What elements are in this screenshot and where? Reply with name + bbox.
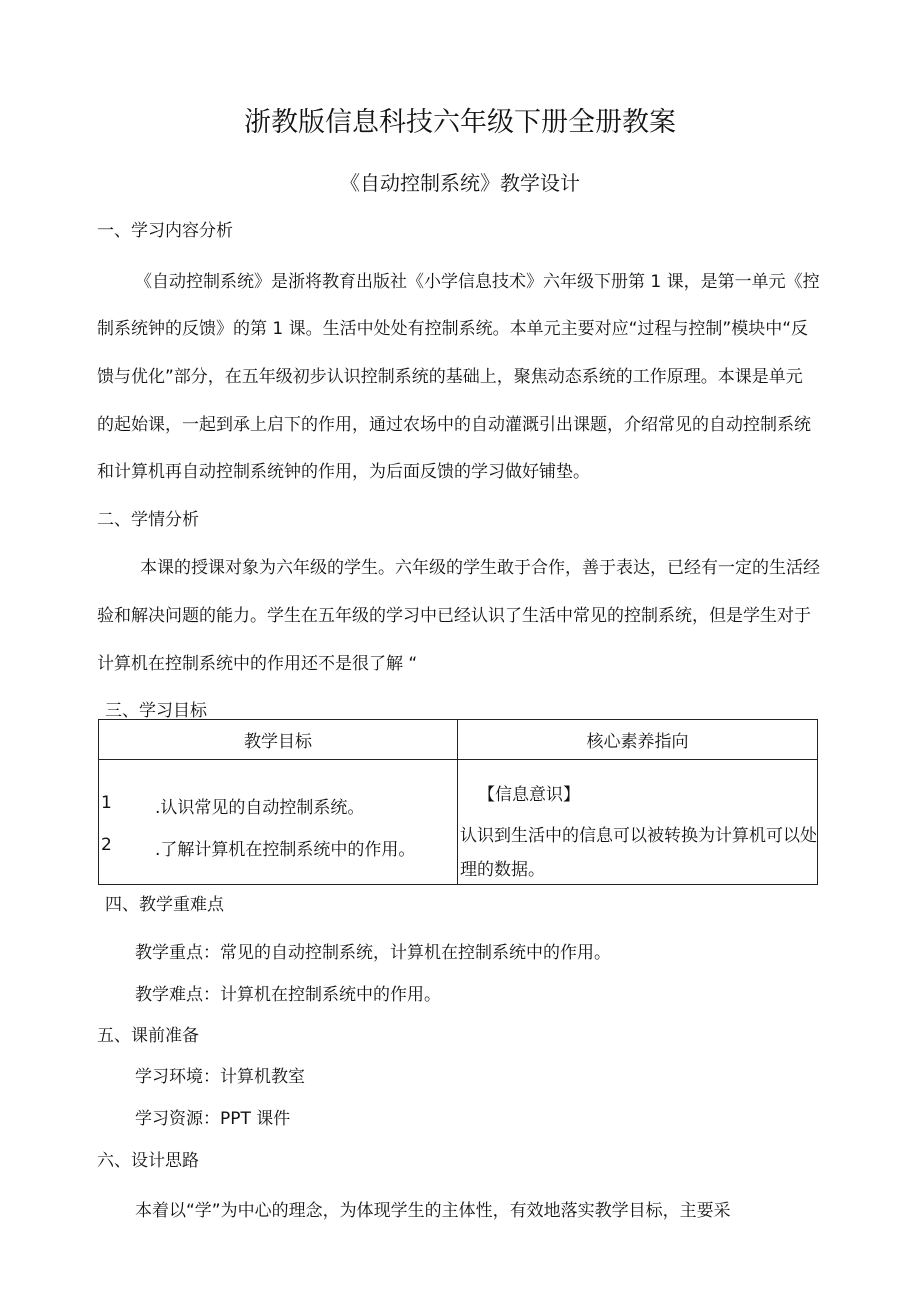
literacy-tag: 【信息意识】 <box>478 785 580 805</box>
goal-text: .了解计算机在控制系统中的作用。 <box>155 840 416 860</box>
table-header-row <box>99 720 818 760</box>
environment-text: 学习环境：计算机教室 <box>135 1067 305 1087</box>
goal-number: 1 <box>101 793 112 813</box>
table-header-literacy: 核心素养指向 <box>458 720 818 760</box>
section-heading-learner-analysis: 二、学情分析 <box>97 510 199 530</box>
paragraph-line: 和计算机再自动控制系统钟的作用，为后面反馈的学习做好铺垫。 <box>97 462 590 482</box>
paragraph-line: 《自动控制系统》是浙将教育出版社《小学信息技术》六年级下册第 1 课，是第一单元《控 <box>135 272 820 292</box>
paragraph-line: 制系统钟的反馈》的第 1 课。生活中处处有控制系统。本单元主要对应“过程与控制”模块中“反 <box>97 319 809 339</box>
section-heading-preparation: 五、课前准备 <box>97 1026 199 1046</box>
paragraph-line: 本着以“学”为中心的理念，为体现学生的主体性，有效地落实教学目标，主要采 <box>135 1201 731 1221</box>
paragraph-line: 的起始课，一起到承上启下的作用，通过农场中的自动灌溉引出课题，介绍常见的自动控制系统 <box>97 415 811 435</box>
literacy-line: 认识到生活中的信息可以被转换为计算机可以处 <box>460 826 817 846</box>
document-title: 浙教版信息科技六年级下册全册教案 <box>244 107 676 138</box>
literacy-line: 理的数据。 <box>460 860 545 880</box>
goals-cell <box>99 760 458 885</box>
paragraph-line: 本课的授课对象为六年级的学生。六年级的学生敢于合作，善于表达，已经有一定的生活经 <box>140 558 820 578</box>
difficult-point-text: 教学难点：计算机在控制系统中的作用。 <box>135 985 441 1005</box>
section-heading-key-points: 四、教学重难点 <box>105 895 224 915</box>
key-point-text: 教学重点：常见的自动控制系统，计算机在控制系统中的作用。 <box>135 943 611 963</box>
document-subtitle: 《自动控制系统》教学设计 <box>340 171 580 195</box>
table-row <box>99 760 818 885</box>
literacy-cell <box>458 760 818 885</box>
table-header-goals: 教学目标 <box>99 720 458 760</box>
paragraph-line: 计算机在控制系统中的作用还不是很了解 “ <box>97 654 418 674</box>
resources-text: 学习资源：PPT 课件 <box>135 1109 291 1129</box>
section-heading-learning-goals: 三、学习目标 <box>105 701 207 721</box>
goal-text: .认识常见的自动控制系统。 <box>155 798 365 818</box>
paragraph-line: 验和解决问题的能力。学生在五年级的学习中已经认识了生活中常见的控制系统，但是学生对于 <box>97 606 811 626</box>
learning-goals-table <box>98 719 818 885</box>
section-heading-design-ideas: 六、设计思路 <box>97 1151 199 1171</box>
goal-number: 2 <box>101 835 112 855</box>
section-heading-content-analysis: 一、学习内容分析 <box>97 221 233 241</box>
paragraph-line: 馈与优化”部分，在五年级初步认识控制系统的基础上，聚焦动态系统的工作原理。本课是单元 <box>97 367 803 387</box>
